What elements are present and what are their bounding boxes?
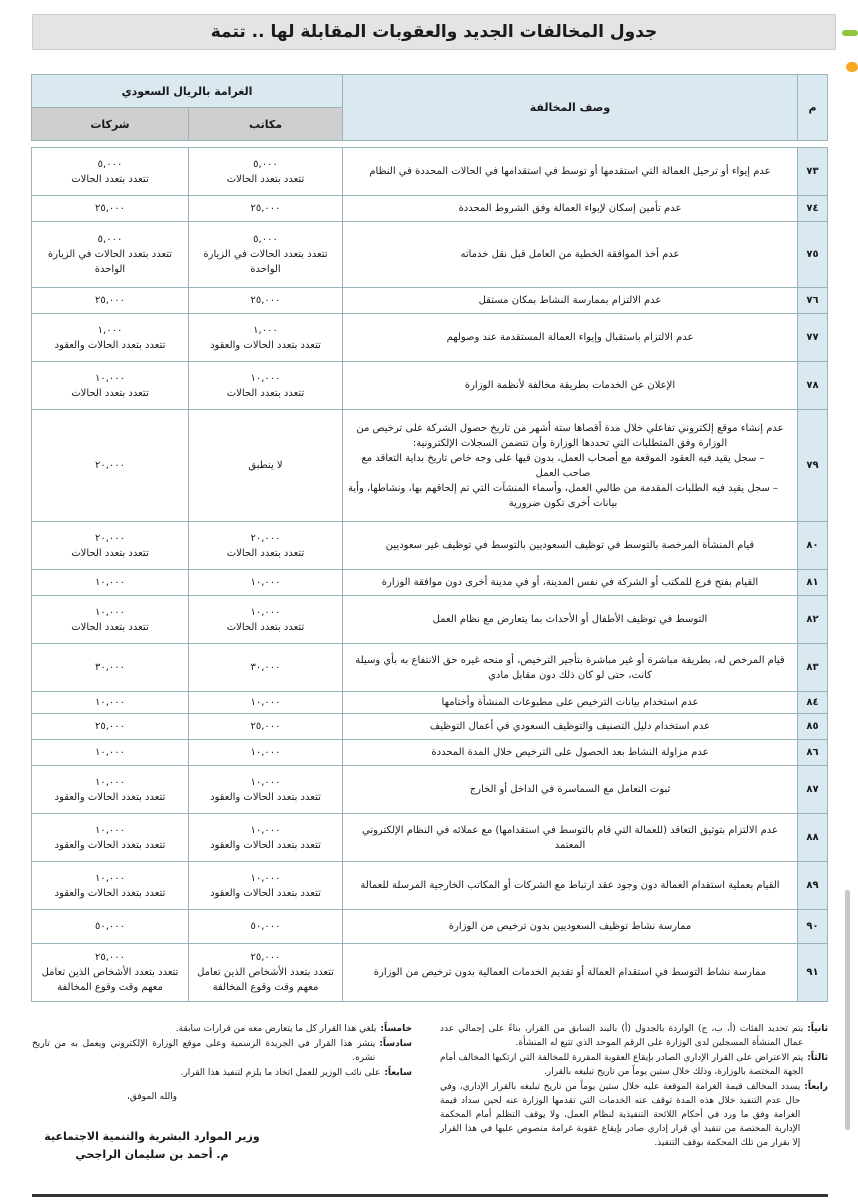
fine-offices xyxy=(189,596,343,644)
row-number: ٧٣ xyxy=(798,148,828,196)
fine-amount: ٢٥,٠٠٠ xyxy=(250,721,281,732)
clause-text: على نائب الوزير للعمل اتخاذ ما يلزم لتنفيذ هذا القرار. xyxy=(180,1068,381,1078)
description-text: القيام بفتح فرع للمكتب أو الشركة في نفس المدينة، أو في مدينة أخرى دون موافقة الوزارة xyxy=(381,577,759,588)
description-text: عدم مزاولة النشاط بعد الحصول على الترخيص خلال المدة المحددة xyxy=(431,747,709,758)
description-text: عدم تأمين إسكان لإيواء العمالة وفق الشروط المحددة xyxy=(458,203,682,214)
description-text: ثبوت التعامل مع السماسرة في الداخل أو الخارج xyxy=(469,784,671,795)
description-text: عدم أخذ الموافقة الخطية من العامل قبل نقل خدماته xyxy=(460,249,680,260)
fine-offices xyxy=(189,862,343,910)
table-row xyxy=(32,596,828,644)
fine-companies xyxy=(32,692,189,714)
violation-description xyxy=(343,692,798,714)
row-number: ٧٩ xyxy=(798,410,828,522)
row-number: ٧٥ xyxy=(798,222,828,288)
decision-footer xyxy=(32,1018,828,1178)
fine-amount: ١٠,٠٠٠ xyxy=(94,606,126,618)
fine-offices xyxy=(189,692,343,714)
fine-companies xyxy=(32,362,189,410)
minister-title: وزير الموارد البشرية والتنمية الاجتماعية xyxy=(44,1130,260,1143)
fine-amount: ٢٥,٠٠٠ xyxy=(250,203,281,214)
violation-description xyxy=(343,410,798,522)
violation-description xyxy=(343,314,798,362)
fine-amount: ٢٠,٠٠٠ xyxy=(94,460,126,471)
violations-table xyxy=(31,74,828,1002)
header-desc: وصف المخالفة xyxy=(343,75,798,141)
fine-note: تتعدد بتعدد الحالات والعقود xyxy=(210,887,321,899)
fine-amount: لا ينطبق xyxy=(248,460,283,471)
clause-key: ثانياً: xyxy=(807,1024,828,1034)
fine-amount: ٢٥,٠٠٠ xyxy=(250,295,281,306)
row-number: ٨٧ xyxy=(798,766,828,814)
fine-amount: ٢٥,٠٠٠ xyxy=(250,952,281,963)
row-number: ٧٧ xyxy=(798,314,828,362)
fine-amount: ١٠,٠٠٠ xyxy=(250,372,281,384)
row-number: ٩١ xyxy=(798,944,828,1002)
violation-description xyxy=(343,288,798,314)
clause-text: يسدد المخالف قيمة الغرامة الموقعة عليه خلال ستين يوماً من تاريخ تبليغه بالقرار الإداري، وفي حال عدم التنفيذ خلال هذه المدة توقف عنه الخدمات التي تقدمها الوزارة عنه لحين سداد قيمة الغرامة وفق ما ورد في أحكام اللائحة التنفيذية لنظام العمل، ولا يوقف التظلم أمام المحكمة الإدارية المختصة من تنفيذ أي قرار إداري صادر بإيقاع عقوبة غرامة منصوص عليها في هذا القرار إلا بقرار من تلك المحكمة بوقف التنفيذ. xyxy=(440,1082,801,1148)
fine-offices xyxy=(189,910,343,944)
minister-name: م. أحمد بن سليمان الراجحي xyxy=(75,1148,229,1161)
fine-offices xyxy=(189,288,343,314)
clause-2 xyxy=(440,1022,828,1050)
description-text: عدم إيواء أو ترحيل العمالة التي استقدمها أو توسط في استقدامها في الحالات المحددة في النظام xyxy=(369,166,771,177)
description-text: عدم استخدام دليل التصنيف والتوظيف السعودي في أعمال التوظيف xyxy=(429,721,711,732)
description-text: قيام المرخص له، بطريقة مباشرة أو غير مباشرة بتأجير الترخيص، أو منحه غيره حق الانتفاع به بأي وسيلة كانت، حتى لو كان ذلك دون مقابل مادي xyxy=(355,654,785,681)
clause-7 xyxy=(32,1066,412,1080)
fine-companies xyxy=(32,596,189,644)
fine-amount: ١٠,٠٠٠ xyxy=(94,824,126,836)
fine-companies xyxy=(32,522,189,570)
signature-block xyxy=(42,1090,262,1162)
description-text: عدم الالتزام بممارسة النشاط بمكان مستقل xyxy=(478,295,662,306)
row-number: ٨١ xyxy=(798,570,828,596)
fine-offices xyxy=(189,814,343,862)
row-number: ٨٣ xyxy=(798,644,828,692)
description-text: القيام بعملية استقدام العمالة دون وجود عقد ارتباط مع الشركات أو المكاتب الخارجية المرسلة للعمالة xyxy=(360,880,780,891)
violation-description xyxy=(343,714,798,740)
fine-companies xyxy=(32,288,189,314)
fine-companies xyxy=(32,910,189,944)
fine-amount: ١,٠٠٠ xyxy=(253,324,278,336)
table-row xyxy=(32,362,828,410)
fine-offices xyxy=(189,570,343,596)
table-row xyxy=(32,570,828,596)
fine-companies xyxy=(32,644,189,692)
fine-companies xyxy=(32,410,189,522)
fine-amount: ١٠,٠٠٠ xyxy=(94,776,126,788)
fine-amount: ٢٥,٠٠٠ xyxy=(94,295,126,306)
violation-description xyxy=(343,644,798,692)
fine-offices xyxy=(189,766,343,814)
clause-5 xyxy=(32,1022,412,1036)
fine-amount: ٢٥,٠٠٠ xyxy=(94,721,126,732)
fine-amount: ١٠,٠٠٠ xyxy=(250,872,281,884)
fine-companies xyxy=(32,740,189,766)
fine-note: تتعدد بتعدد الحالات في الزيارة الواحدة xyxy=(203,249,328,275)
clause-text: يتم الاعتراض على القرار الإداري الصادر بإيقاع العقوبة المقررة للمخالفة التي ارتكبها المخالف أمام الجهة المختصة بالوزارة، وذلك خلال ستين يوماً من تاريخ تبليغه بالقرار. xyxy=(440,1053,804,1077)
description-text: ممارسة نشاط التوسط في استقدام العمالة أو تقديم الخدمات العمالية بدون ترخيص من الوزارة xyxy=(373,967,767,978)
fine-amount: ٢٥,٠٠٠ xyxy=(94,952,126,963)
fine-note: تتعدد بتعدد الحالات xyxy=(71,387,149,399)
fine-offices xyxy=(189,740,343,766)
header-num: م xyxy=(798,75,828,141)
table-row xyxy=(32,714,828,740)
fine-note: تتعدد بتعدد الحالات والعقود xyxy=(54,339,166,351)
fine-amount: ١٠,٠٠٠ xyxy=(250,776,281,788)
table-row xyxy=(32,910,828,944)
table-row xyxy=(32,222,828,288)
row-number: ٨٠ xyxy=(798,522,828,570)
violations-table-body xyxy=(32,148,828,1002)
table-row xyxy=(32,814,828,862)
fine-amount: ٥,٠٠٠ xyxy=(253,158,278,170)
fine-offices xyxy=(189,148,343,196)
description-bullets xyxy=(347,451,793,511)
row-number: ٨٨ xyxy=(798,814,828,862)
violation-description xyxy=(343,570,798,596)
table-row xyxy=(32,944,828,1002)
fine-amount: ١٠,٠٠٠ xyxy=(250,577,281,588)
fine-companies xyxy=(32,314,189,362)
fine-note: تتعدد بتعدد الحالات xyxy=(71,173,149,185)
fine-amount: ١٠,٠٠٠ xyxy=(94,577,126,588)
row-number: ٨٦ xyxy=(798,740,828,766)
fine-amount: ١٠,٠٠٠ xyxy=(250,824,281,836)
violation-description xyxy=(343,222,798,288)
fine-amount: ٢٥,٠٠٠ xyxy=(94,203,126,214)
fine-amount: ١٠,٠٠٠ xyxy=(94,697,126,708)
closing-phrase: والله الموفق، xyxy=(126,1092,178,1102)
fine-note: تتعدد بتعدد الحالات xyxy=(226,173,305,185)
row-number: ٨٩ xyxy=(798,862,828,910)
fine-amount: ٥٠,٠٠٠ xyxy=(94,921,126,932)
fine-amount: ١٠,٠٠٠ xyxy=(250,606,281,618)
row-number: ٨٢ xyxy=(798,596,828,644)
table-row xyxy=(32,196,828,222)
table-row xyxy=(32,148,828,196)
violation-description xyxy=(343,522,798,570)
clause-text: يتم تحديد الفئات (أ، ب، ج) الواردة بالجدول (أ) بالبند السابق من القرار، بناءً على إجمالي عدد عمال المنشأة المسجلين لدى الوزارة على الرقم الموحد الذي تتبع له المنشأة. xyxy=(440,1024,804,1048)
fine-note: تتعدد بتعدد الحالات xyxy=(226,387,305,399)
description-text: الإعلان عن الخدمات بطريقة مخالفة لأنظمة الوزارة xyxy=(464,380,676,391)
fine-amount: ٥٠,٠٠٠ xyxy=(250,921,281,932)
footer-clauses-left xyxy=(32,1022,412,1162)
fine-amount: ١٠,٠٠٠ xyxy=(94,372,126,384)
violation-description xyxy=(343,362,798,410)
footer-clauses-right xyxy=(440,1022,828,1151)
fine-note: تتعدد بتعدد الحالات والعقود xyxy=(210,791,321,803)
description-text: عدم الالتزام بتوثيق التعاقد (للعمالة التي قام بالتوسط في استقدامها) مع عملائه في النظام الإلكتروني المعتمد xyxy=(361,824,778,851)
fine-companies xyxy=(32,944,189,1002)
violation-description xyxy=(343,148,798,196)
fine-offices xyxy=(189,714,343,740)
fine-offices xyxy=(189,222,343,288)
fine-amount: ٥,٠٠٠ xyxy=(253,234,278,245)
fine-amount: ٢٠,٠٠٠ xyxy=(250,532,281,544)
table-row xyxy=(32,692,828,714)
fine-amount: ١٠,٠٠٠ xyxy=(250,697,281,708)
row-number: ٩٠ xyxy=(798,910,828,944)
clause-text: يلغي هذا القرار كل ما يتعارض معه من قرارات سابقة. xyxy=(175,1024,377,1034)
fine-note: تتعدد بتعدد الحالات والعقود xyxy=(54,887,166,899)
fine-companies xyxy=(32,714,189,740)
scrollbar[interactable] xyxy=(845,890,850,1130)
row-number: ٧٦ xyxy=(798,288,828,314)
fine-note: تتعدد بتعدد الحالات في الزيارة الواحدة xyxy=(47,249,173,275)
table-row xyxy=(32,644,828,692)
header-offices: مكاتب xyxy=(189,108,343,141)
fine-companies xyxy=(32,814,189,862)
fine-note: تتعدد بتعدد الأشخاص الذين تعامل معهم وقت وقوع المخالفة xyxy=(197,967,334,993)
fine-note: تتعدد بتعدد الحالات والعقود xyxy=(210,339,321,351)
fine-amount: ٣٠,٠٠٠ xyxy=(250,662,281,673)
violation-description xyxy=(343,766,798,814)
clause-key: خامساً: xyxy=(380,1024,412,1034)
fine-amount: ٥,٠٠٠ xyxy=(97,234,123,245)
table-row xyxy=(32,288,828,314)
fine-note: تتعدد بتعدد الحالات xyxy=(226,547,305,559)
table-row xyxy=(32,410,828,522)
table-row xyxy=(32,522,828,570)
description-text: التوسط في توظيف الأطفال أو الأحداث بما يتعارض مع نظام العمل xyxy=(432,614,708,625)
fine-offices xyxy=(189,362,343,410)
description-text: عدم استخدام بيانات الترخيص على مطبوعات المنشأة وأختامها xyxy=(441,697,699,708)
clause-key: سادساً: xyxy=(379,1039,412,1049)
fine-offices xyxy=(189,314,343,362)
table-row xyxy=(32,766,828,814)
orange-accent-mark xyxy=(846,62,858,72)
row-number: ٨٥ xyxy=(798,714,828,740)
fine-note: تتعدد بتعدد الحالات xyxy=(71,547,149,559)
fine-amount: ١٠,٠٠٠ xyxy=(94,872,126,884)
green-accent-mark xyxy=(842,30,858,36)
header-companies: شركات xyxy=(32,108,189,141)
fine-amount: ١٠,٠٠٠ xyxy=(94,747,126,758)
description-text: قيام المنشأة المرخصة بالتوسط في توظيف السعوديين بالتوسط في توظيف غير سعوديين xyxy=(385,540,755,551)
fine-companies xyxy=(32,766,189,814)
row-number: ٧٨ xyxy=(798,362,828,410)
description-text: ممارسة نشاط توظيف السعوديين بدون ترخيص من الوزارة xyxy=(448,921,692,932)
bottom-divider xyxy=(32,1194,828,1197)
fine-companies xyxy=(32,570,189,596)
description-bullet: – سجل يقيد فيه العقود الموقعة مع أصحاب العمل، بدون قيها على وجه خاص تاريخ بداية التعاقد مع صاحب العمل xyxy=(347,451,779,481)
fine-companies xyxy=(32,196,189,222)
clause-3 xyxy=(440,1051,828,1079)
fine-companies xyxy=(32,148,189,196)
clause-key: ثالثاً: xyxy=(807,1053,828,1063)
violation-description xyxy=(343,596,798,644)
fine-note: تتعدد بتعدد الحالات xyxy=(226,621,305,633)
fine-offices xyxy=(189,410,343,522)
description-text: عدم الالتزام باستقبال وإيواء العمالة المستقدمة عند وصولهم xyxy=(446,332,694,343)
fine-companies xyxy=(32,222,189,288)
fine-offices xyxy=(189,644,343,692)
clause-key: رابعاً: xyxy=(804,1082,828,1092)
violation-description xyxy=(343,910,798,944)
description-bullet: – سجل يقيد فيه الطلبات المقدمة من طالبي العمل، وأسماء المنشآت التي تم إلحاقهم بها، ونشاطها، وأية بيانات أخرى تكون ضرورية xyxy=(347,481,779,511)
row-number: ٨٤ xyxy=(798,692,828,714)
table-row xyxy=(32,314,828,362)
fine-offices xyxy=(189,196,343,222)
fine-amount: ٢٠,٠٠٠ xyxy=(94,532,126,544)
clause-text: ينشر هذا القرار في الجريدة الرسمية وعلى موقع الوزارة الإلكتروني ويعمل به من تاريخ نشره. xyxy=(32,1039,376,1063)
clause-4 xyxy=(440,1080,828,1150)
fine-note: تتعدد بتعدد الحالات والعقود xyxy=(210,839,321,851)
fine-note: تتعدد بتعدد الحالات والعقود xyxy=(54,839,166,851)
clause-6 xyxy=(32,1037,412,1065)
violation-description xyxy=(343,740,798,766)
fine-amount: ١٠,٠٠٠ xyxy=(250,747,281,758)
table-row xyxy=(32,740,828,766)
page-title: جدول المخالفات الجديد والعقوبات المقابلة لها .. تتمة xyxy=(32,14,836,50)
fine-note: تتعدد بتعدد الأشخاص الذين تعامل معهم وقت وقوع المخالفة xyxy=(41,967,179,993)
violation-description xyxy=(343,862,798,910)
table-row xyxy=(32,862,828,910)
fine-note: تتعدد بتعدد الحالات والعقود xyxy=(54,791,166,803)
fine-offices xyxy=(189,522,343,570)
violation-description xyxy=(343,944,798,1002)
fine-amount: ٣٠,٠٠٠ xyxy=(94,662,126,673)
fine-note: تتعدد بتعدد الحالات xyxy=(71,621,149,633)
fine-companies xyxy=(32,862,189,910)
clause-key: سابعاً: xyxy=(384,1068,412,1078)
fine-amount: ٥,٠٠٠ xyxy=(97,158,123,170)
fine-offices xyxy=(189,944,343,1002)
row-number: ٧٤ xyxy=(798,196,828,222)
description-text: عدم إنشاء موقع إلكتروني تفاعلي خلال مدة أقصاها ستة أشهر من تاريخ حصول الشركة على ترخيص من الوزارة وفق المتطلبات التي تحددها الوزارة وأن تتضمن السجلات الإلكترونية: xyxy=(356,422,784,449)
header-fine-group: الغرامة بالريال السعودي xyxy=(32,75,343,108)
violation-description xyxy=(343,814,798,862)
violation-description xyxy=(343,196,798,222)
fine-amount: ١,٠٠٠ xyxy=(97,324,123,336)
